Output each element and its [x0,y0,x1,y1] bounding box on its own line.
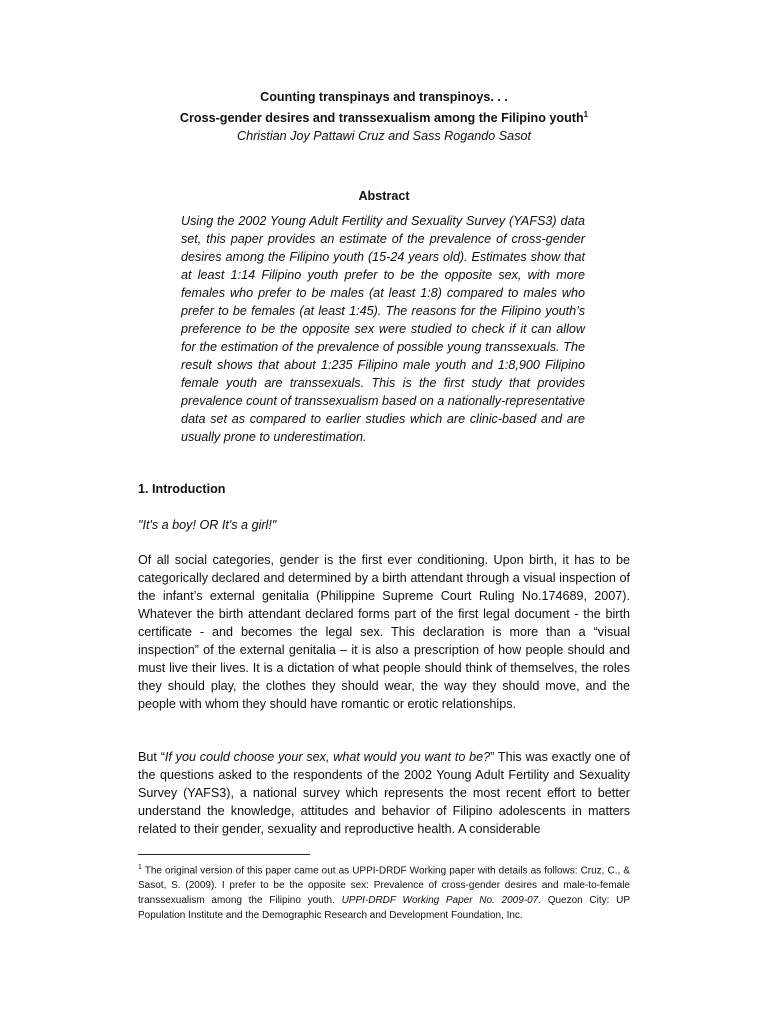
footnote-marker: 1 [138,864,142,871]
abstract-text: Using the 2002 Young Adult Fertility and Sexuality Survey (YAFS3) data set, this paper provides an estimate of the prevalence of cross-gender desires among the Filipino youth (15-24 years old). Estimates show that at least 1:14 Filipino youth prefer to be the opposite sex, with more females who prefer to be males (at least 1:8) compared to males who prefer to be females (at least 1:45). The reasons for the Filipino youth’s preference to be the opposite sex were studied to check if it can allow for the estimation of the prevalence of possible young transsexuals. The result shows that about 1:235 Filipino male youth and 1:8,900 Filipino female youth are transsexuals. This is the first study that provides prevalence count of transsexualism based on a nationally-representative data set as compared to earlier studies which are clinic-based and are usually prone to underestimation. [181,214,585,444]
footnote-text-italic: UPPI-DRDF Working Paper No. 2009-07. [341,895,541,907]
title-line-2-text: Cross-gender desires and transsexualism among the Filipino youth [179,111,584,126]
para2-lead: But “ [138,750,165,764]
intro-paragraph-2 [138,748,630,838]
footnote [138,860,630,923]
title-line-1: Counting transpinays and transpinoys. . . [260,90,508,104]
title-block [138,88,630,145]
para2-rest: ” This was exactly one of the questions asked to the respondents of the 2002 Young Adult Fertility and Sexuality Survey (YAFS3), a national survey which represents the most recent effort to better understand the knowledge, attitudes and behavior of Filipino adolescents in matters related to their gender, sexuality and reproductive health. A considerable [138,750,630,836]
authors: Christian Joy Pattawi Cruz and Sass Rogando Sasot [236,129,531,144]
intro-quote: "It's a boy! OR It's a girl!" [138,518,277,532]
intro-paragraph-1: Of all social categories, gender is the first ever conditioning. Upon birth, it has to be categorically declared and determined by a birth attendant through a visual inspection of the infant’s external genitalia (Philippine Supreme Court Ruling No.174689, 2007). Whatever the birth attendant declared forms part of the first legal document - the birth certificate - and becomes the legal sex. This declaration is more than a “visual inspection” of the external genitalia – it is also a prescription of how people should and must live their lives. It is a dictation of what people should think of themselves, the roles they should play, the clothes they should wear, the way they should move, and the people with whom they should have romantic or erotic relationships. [138,553,630,711]
para2-question: If you could choose your sex, what would you want to be? [164,750,491,764]
footnote-text-end: Quezon City: UP Population Institute and the Demographic Research and Development Foundation, Inc. [138,895,630,922]
title-footnote-marker: 1 [583,110,589,119]
footnote-text-start: The original version of this paper came out as UPPI-DRDF Working paper with details as follows: Cruz, C., & Sasot, S. (2009). I prefer to be the opposite sex: Prevalence of cross-gender desires and male-to-female transsexualism among the Filipino youth. [138,865,630,907]
section-heading-introduction: 1. Introduction [138,482,226,496]
footnote-divider [138,854,310,855]
abstract-heading: Abstract [358,189,410,203]
title-line-2 [138,106,630,127]
